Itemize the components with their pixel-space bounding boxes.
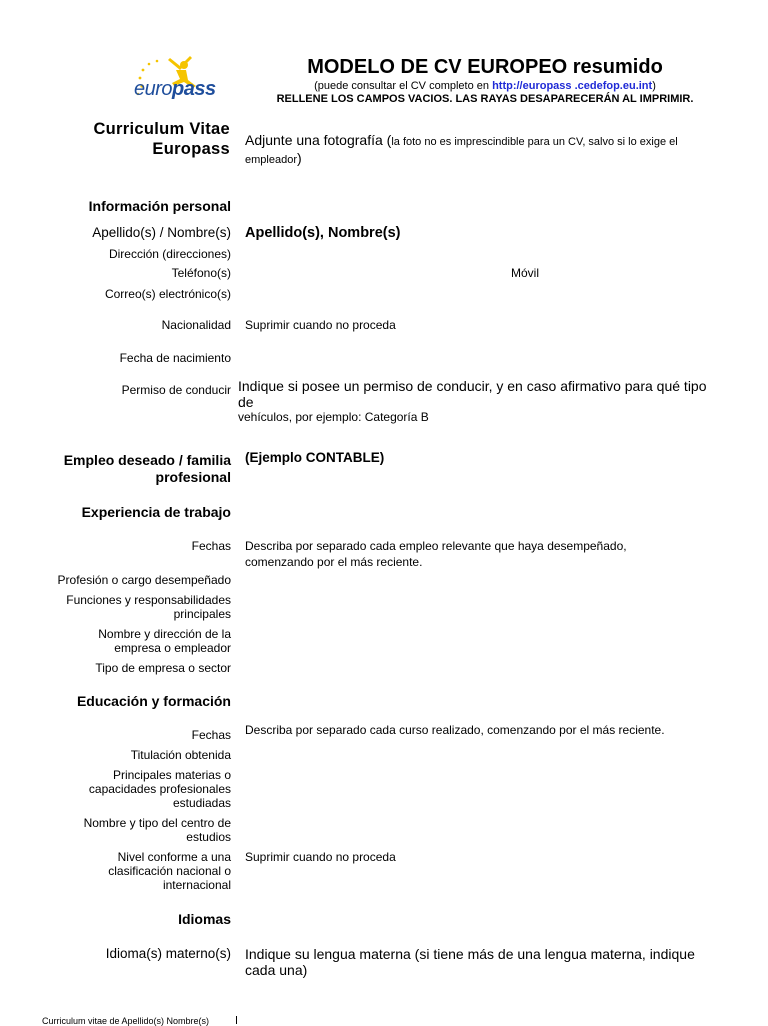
level-value[interactable]: Suprimir cuando no proceda xyxy=(245,850,396,864)
duties-label: Funciones y responsabilidades principales xyxy=(66,593,231,621)
fill-instructions: RELLENE LOS CAMPOS VACIOS. LAS RAYAS DESAPARECERÁN AL IMPRIMIR. xyxy=(276,93,694,105)
footer-divider xyxy=(236,1016,237,1024)
nationality-label: Nacionalidad xyxy=(161,318,231,332)
section-languages: Idiomas xyxy=(178,911,231,927)
experience-dates-value[interactable]: Describa por separado cada empleo relevante que haya desempeñado, comenzando por el más reciente. xyxy=(245,539,627,569)
document-subtitle: (puede consultar el CV completo en http://europass .cedefop.eu.int) xyxy=(314,80,656,92)
document-title: MODELO DE CV EUROPEO resumido xyxy=(307,56,663,78)
mobile-label: Móvil xyxy=(511,266,540,280)
phone-label: Teléfono(s) xyxy=(171,266,231,280)
address-label: Dirección (direcciones) xyxy=(108,247,231,261)
education-dates-label: Fechas xyxy=(191,728,231,742)
section-desired-job: Empleo deseado / familia profesional xyxy=(63,452,231,485)
name-label: Apellido(s) / Nombre(s) xyxy=(92,225,231,240)
qualification-label: Titulación obtenida xyxy=(130,748,231,762)
photo-placeholder[interactable]: Adjunte una fotografía (la foto no es imprescindible para un CV, salvo si lo exige el empleador) xyxy=(245,132,678,166)
nationality-value[interactable]: Suprimir cuando no proceda xyxy=(245,318,396,332)
page-footer: Curriculum vitae de Apellido(s) Nombre(s) xyxy=(42,1016,210,1026)
cv-title: Curriculum Vitae Europass xyxy=(93,120,230,158)
birth-date-label: Fecha de nacimiento xyxy=(119,351,231,365)
desired-job-value[interactable]: (Ejemplo CONTABLE) xyxy=(245,450,385,465)
experience-dates-label: Fechas xyxy=(191,539,231,553)
employer-label: Nombre y dirección de la empresa o empleador xyxy=(98,627,231,655)
europass-link[interactable]: http://europass .cedefop.eu.int xyxy=(492,80,653,92)
name-value[interactable]: Apellido(s), Nombre(s) xyxy=(245,225,401,241)
position-label: Profesión o cargo desempeñado xyxy=(57,573,231,587)
email-label: Correo(s) electrónico(s) xyxy=(104,287,231,301)
section-personal-info: Información personal xyxy=(88,198,231,214)
mother-tongue-value[interactable]: Indique su lengua materna (si tiene más de una lengua materna, indique cada una) xyxy=(245,946,695,978)
section-work-experience: Experiencia de trabajo xyxy=(81,504,231,520)
mother-tongue-label: Idioma(s) materno(s) xyxy=(105,946,231,961)
school-label: Nombre y tipo del centro de estudios xyxy=(83,816,231,844)
driving-license-value[interactable]: Indique si posee un permiso de conducir, y en caso afirmativo para qué tipo de vehículos, por ejemplo: Categoría B xyxy=(238,378,707,424)
subjects-label: Principales materias o capacidades profesionales estudiadas xyxy=(88,768,231,810)
education-dates-value[interactable]: Describa por separado cada curso realizado, comenzando por el más reciente. xyxy=(245,723,665,737)
level-label: Nivel conforme a una clasificación nacional o internacional xyxy=(108,850,231,892)
section-education: Educación y formación xyxy=(76,693,231,709)
driving-license-label: Permiso de conducir xyxy=(121,383,231,397)
europass-wordmark: europass xyxy=(134,78,216,100)
sector-label: Tipo de empresa o sector xyxy=(95,661,231,675)
